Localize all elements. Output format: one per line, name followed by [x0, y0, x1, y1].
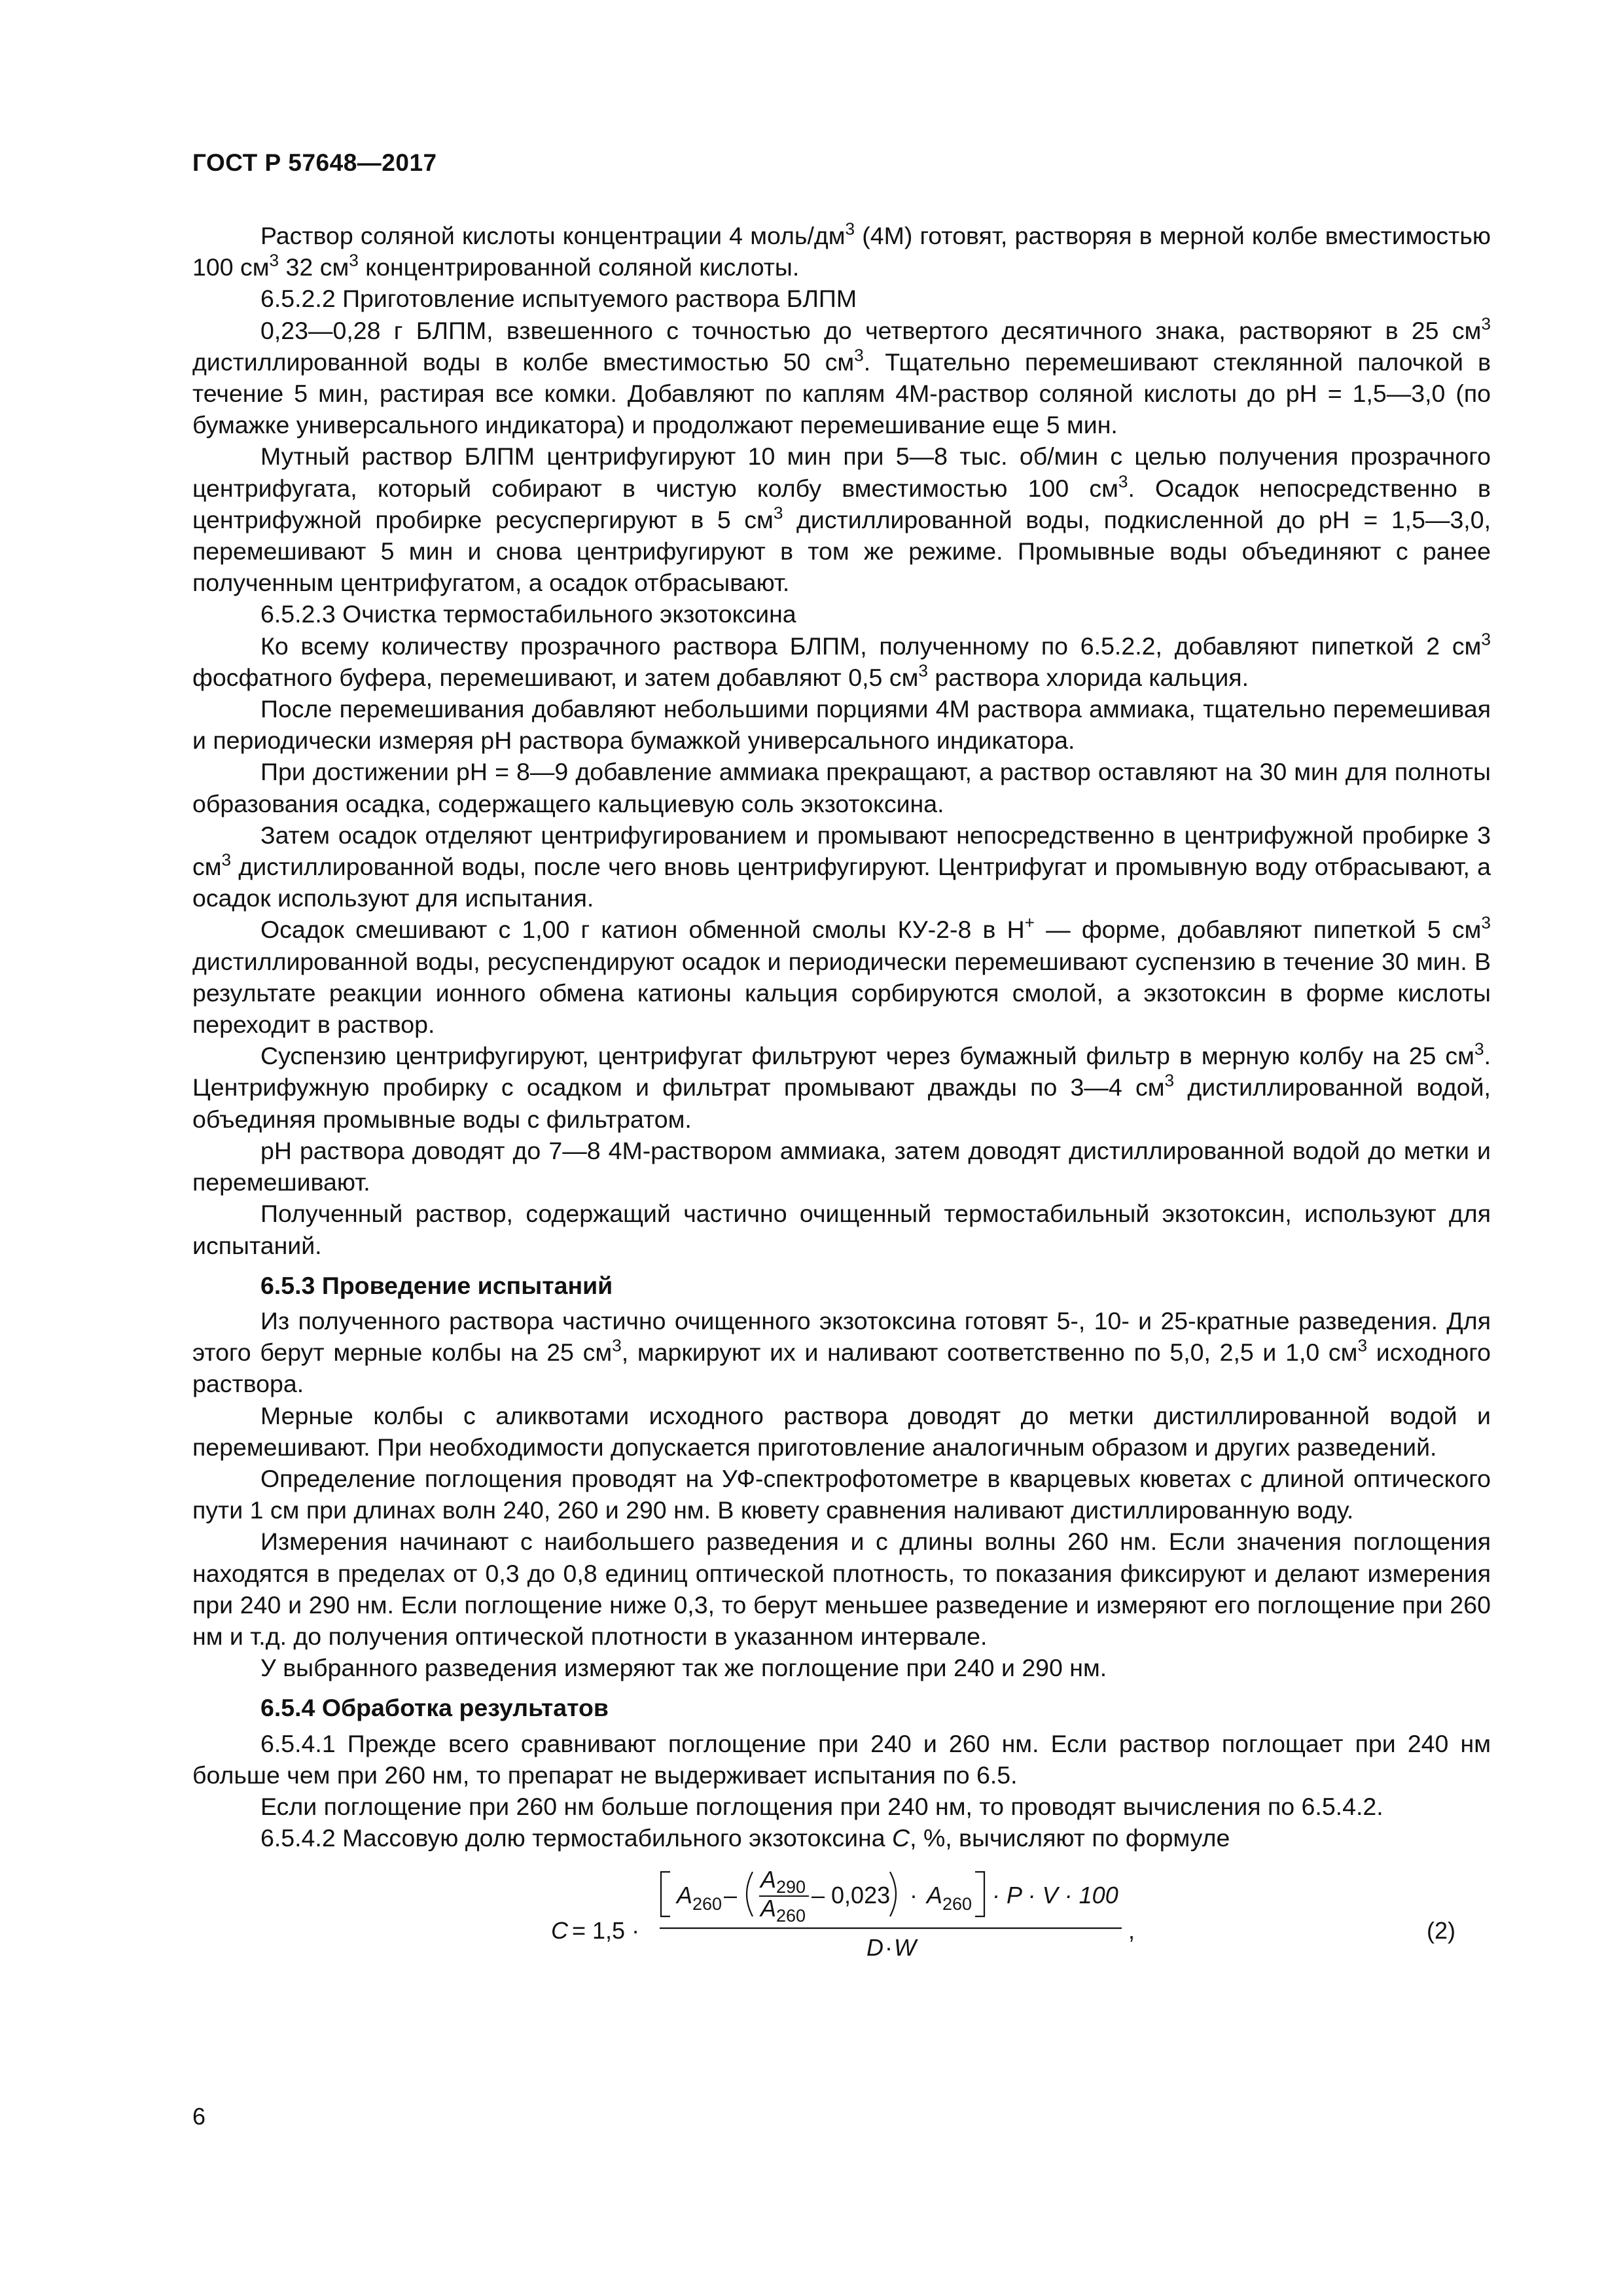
paragraph: Определение поглощения проводят на УФ-спектрофотометре в кварцевых кюветах с длиной оптического пути 1 см при длинах волн 240, 260 и 290 нм. В кювету сравнения наливают дистиллированную воду. — [192, 1464, 1491, 1524]
paragraph: Раствор соляной кислоты концентрации 4 моль/$дм^3$ (4М) готовят, растворяя в мерной колбе вместимостью 100 $см^3$ 32 $см^3$ концентрированной соляной кислоты. — [192, 219, 1491, 281]
document-header: ГОСТ Р 57648—2017 — [192, 149, 437, 176]
formula-svg — [192, 1865, 1491, 1970]
formula-lhs: C — [551, 1917, 568, 1945]
section-heading: 6.5.3 Проведение испытаний — [260, 1271, 613, 1299]
paragraph: Полученный раствор, содержащий частично очищенный термостабильный экзотоксин, используют для испытаний. — [192, 1200, 1491, 1259]
formula-den-w: W — [894, 1934, 916, 1962]
paragraph: Мерные колбы с аликвотами исходного раствора доводят до метки дистиллированной водой и перемешивают. При необходимости допускается приготовление аналогичным образом и других разведений. — [192, 1401, 1491, 1461]
paragraph: 6.5.4.1 Прежде всего сравнивают поглощение при 240 и 260 нм. Если раствор поглощает при 240 нм больше чем при 260 нм, то препарат не выдерживает испытания по 6.5. — [192, 1729, 1491, 1789]
paragraph: 6.5.2.3 Очистка термостабильного экзотоксина — [260, 600, 796, 628]
formula-a260b-sub: 260 — [776, 1906, 806, 1926]
left-bracket — [661, 1872, 670, 1916]
right-bracket — [975, 1872, 984, 1916]
paragraph: 6.5.4.2 Массовую долю термостабильного экзотоксина С, %, вычисляют по формуле — [260, 1824, 1230, 1852]
left-paren — [747, 1872, 753, 1916]
paragraph: Суспензию центрифугируют, центрифугат фильтруют через бумажный фильтр в мерную колбу на 25 $см^3$. Центрифужную пробирку с осадком и фильтрат промывают дважды по 3—4 $см^3$ дистиллированной водой, объединяя промывные воды с фильтратом. — [192, 1039, 1491, 1133]
formula-a260-sub: 260 — [692, 1894, 722, 1914]
paragraph: 0,23—0,28 г БЛПМ, взвешенного с точностью до четвертого десятичного знака, растворяют в 25 $см^3$ дистиллированной воды в колбе вместимостью 50 $см^3$. Тщательно перемешивают стеклянной палочкой в течение 5 мин, растирая все комки. Добавляют по каплям 4М-раствор соляной кислоты до рН = 1,5—3,0 (по бумажке универсального индикатора) и продолжают перемешивание еще 5 мин. — [192, 314, 1491, 439]
document-body — [192, 220, 1491, 1970]
paragraph: Ко всему количеству прозрачного раствора БЛПМ, полученному по 6.5.2.2, добавляют пипеткой 2 $см^3$ фосфатного буфера, перемешивают, и затем добавляют 0,5 $см^3$ раствора хлорида кальция. — [192, 629, 1491, 691]
paragraph: После перемешивания добавляют небольшими порциями 4М раствора аммиака, тщательно перемешивая и периодически измеряя рН раствора бумажкой универсального индикатора. — [192, 695, 1491, 755]
paragraph: Из полученного раствора частично очищенного экзотоксина готовят 5-, 10- и 25-кратные разведения. Для этого берут мерные колбы на 25 $см^3$, маркируют их и наливают соответственно по 5,0, 2,5 и 1,0 $см^3$ исходного раствора. — [192, 1306, 1491, 1398]
section-heading: 6.5.4 Обработка результатов — [260, 1694, 609, 1722]
paragraph: Мутный раствор БЛПМ центрифугируют 10 мин при 5—8 тыс. об/мин с целью получения прозрачного центрифугата, который собирают в чистую колбу вместимостью 100 $см^3$. Осадок непосредственно в центрифужной пробирке ресуспергируют в 5 $см^3$ дистиллированной воды, подкисленной до рН = 1,5—3,0, перемешивают 5 мин и снова центрифугируют в том же режиме. Промывные воды объединяют с ранее полученным центрифугатом, а осадок отбрасывают. — [192, 442, 1491, 597]
right-paren — [890, 1872, 896, 1916]
formula-number: (2) — [1427, 1917, 1455, 1945]
paragraph: Осадок смешивают с 1,00 г катион обменной смолы КУ-2-8 в Н+ — форме, добавляют пипеткой 5 $см^3$ дистиллированной воды, ресуспендируют осадок и периодически перемешивают суспензию в течение 30 мин. В результате реакции ионного обмена катионы кальция сорбируются смолой, а экзотоксин в форме кислоты переходит в раствор. — [192, 913, 1491, 1039]
formula-coefficient: = 1,5 · — [572, 1917, 640, 1945]
paragraph: У выбранного разведения измеряют так же поглощение при 240 и 290 нм. — [260, 1654, 1107, 1682]
paragraph: рН раствора доводят до 7—8 4М-раствором аммиака, затем доводят дистиллированной водой до метки и перемешивают. — [192, 1136, 1491, 1196]
formula-a260c-var: A — [927, 1882, 943, 1909]
formula-comma: , — [1128, 1917, 1135, 1945]
formula-a290-sub: 290 — [776, 1877, 806, 1897]
formula-minus: – — [724, 1882, 738, 1909]
paragraph: Если поглощение при 260 нм больше поглощения при 240 нм, то проводят вычисления по 6.5.4.2. — [260, 1792, 1383, 1820]
formula-den-dot: · — [885, 1934, 893, 1962]
formula-a260-var: A — [677, 1882, 693, 1909]
page-number: 6 — [192, 2103, 206, 2130]
paragraph: При достижении рН = 8—9 добавление аммиака прекращают, а раствор оставляют на 30 мин для полноты образования осадка, содержащего кальциевую соль экзотоксина. — [192, 758, 1491, 817]
formula-tail: · P · V · 100 — [992, 1882, 1118, 1909]
formula-constant: – 0,023 — [812, 1882, 891, 1909]
formula-a260c-sub: 260 — [942, 1894, 972, 1914]
paragraph: Измерения начинают с наибольшего разведения и с длины волны 260 нм. Если значения поглощения находятся в пределах от 0,3 до 0,8 единиц оптической плотность, то показания фиксируют и делают измерения при 240 и 290 нм. Если поглощение ниже 0,3, то берут меньшее разведение и измеряют его поглощение при 260 нм и т.д. до получения оптической плотности в указанном интервале. — [192, 1528, 1491, 1650]
paragraph: Затем осадок отделяют центрифугированием и промывают непосредственно в центрифужной пробирке 3 $см^3$ дистиллированной воды, после чего вновь центрифугируют. Центрифугат и промывную воду отбрасывают, а осадок используют для испытания. — [192, 821, 1491, 912]
formula-a290-var: A — [760, 1866, 777, 1893]
formula-a260b-var: A — [760, 1895, 777, 1922]
formula-dot: · — [910, 1882, 918, 1909]
paragraph: 6.5.2.2 Приготовление испытуемого раствора БЛПМ — [260, 285, 857, 313]
formula-2 — [192, 1865, 1491, 1970]
formula-den-d: D — [866, 1934, 883, 1962]
